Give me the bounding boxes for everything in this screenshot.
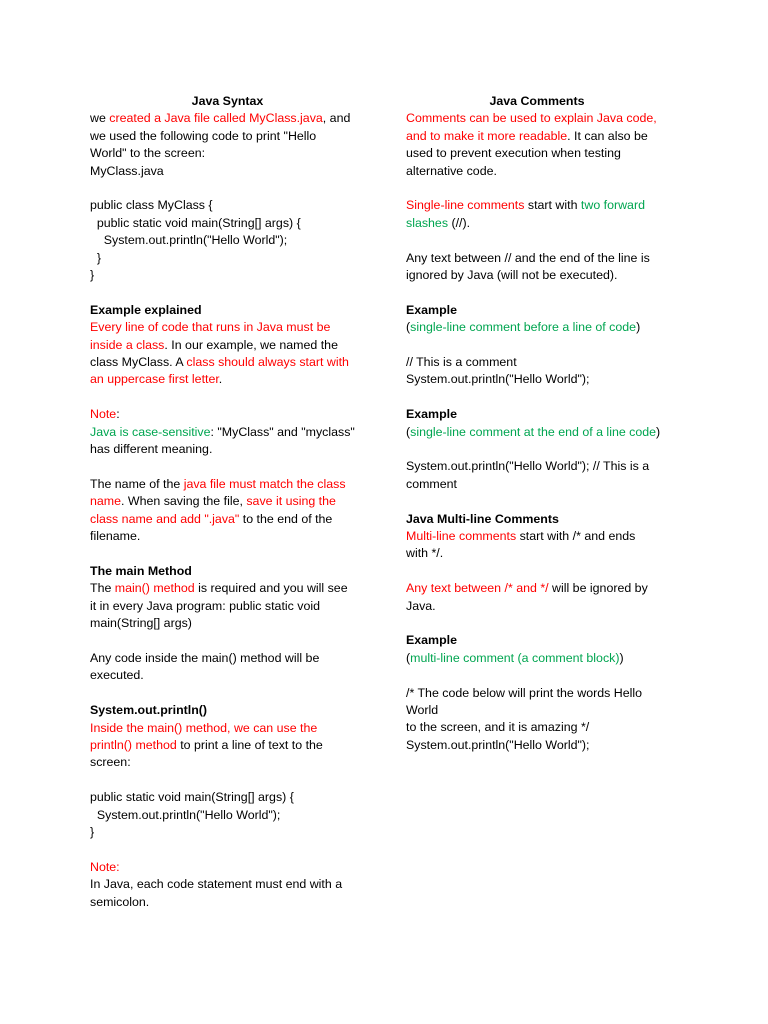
text-line xyxy=(90,406,365,423)
text-line xyxy=(406,650,668,667)
text-segment: System.out.println("Hello World"); xyxy=(90,233,288,248)
text-line xyxy=(406,458,668,475)
text-line xyxy=(406,737,668,754)
text-line xyxy=(90,615,365,632)
highlighted-text: single-line comment before a line of code xyxy=(410,320,637,335)
blank-line xyxy=(90,841,365,858)
text-segment: ( xyxy=(406,650,411,665)
text-segment: Any code inside the main() method will be xyxy=(90,650,320,665)
text-line xyxy=(90,145,365,162)
text-segment: ) xyxy=(636,320,641,335)
text-segment: public static void main(String[] args) { xyxy=(90,215,301,230)
text-segment: main(String[] args) xyxy=(90,616,192,631)
text-line xyxy=(90,267,365,284)
blank-line xyxy=(406,284,668,301)
text-segment: Any text between // and the end of the line is xyxy=(406,250,650,265)
text-segment: Example explained xyxy=(90,302,202,317)
text-segment: System.out.println("Hello World"); xyxy=(406,737,590,752)
text-line xyxy=(90,667,365,684)
text-line xyxy=(406,197,668,214)
text-segment: . In our example, we named the xyxy=(164,337,338,352)
blank-line xyxy=(406,441,668,458)
highlighted-text: Any text between /* and */ xyxy=(406,581,549,596)
text-segment: Java. xyxy=(406,598,436,613)
text-segment: it in every Java program: public static void xyxy=(90,598,321,613)
text-line xyxy=(90,319,365,336)
text-segment: is required and you will see xyxy=(194,581,348,596)
text-segment: ( xyxy=(406,424,411,439)
blank-line xyxy=(90,180,365,197)
section-heading xyxy=(406,632,668,649)
column-title xyxy=(90,93,365,110)
blank-line xyxy=(406,493,668,510)
highlighted-text: an uppercase first letter xyxy=(90,372,219,387)
highlighted-text: Multi-line comments xyxy=(406,529,517,544)
text-segment: (//). xyxy=(448,215,471,230)
text-segment: Java Comments xyxy=(489,94,585,108)
text-line xyxy=(90,493,365,510)
text-segment: ) xyxy=(619,650,624,665)
text-segment: screen: xyxy=(90,755,131,770)
blank-line xyxy=(406,389,668,406)
text-line xyxy=(90,754,365,771)
section-heading xyxy=(406,406,668,423)
text-segment: Java Syntax xyxy=(191,94,264,108)
text-line xyxy=(406,528,668,545)
left-column xyxy=(90,93,365,911)
text-line xyxy=(406,145,668,162)
highlighted-text: name xyxy=(90,494,121,509)
text-line xyxy=(90,110,365,127)
text-line xyxy=(90,789,365,806)
blank-line xyxy=(90,389,365,406)
text-segment: used to prevent execution when testing xyxy=(406,146,621,161)
text-line xyxy=(406,545,668,562)
text-segment: we xyxy=(90,111,110,126)
blank-line xyxy=(90,458,365,475)
text-line xyxy=(90,250,365,267)
text-segment: Example xyxy=(406,633,457,648)
text-segment: ( xyxy=(406,320,411,335)
text-segment: : "MyClass" and "myclass" xyxy=(210,424,355,439)
text-line xyxy=(90,337,365,354)
text-segment: Example xyxy=(406,407,457,422)
text-line xyxy=(90,720,365,737)
highlighted-text: Comments can be used to explain Java code, xyxy=(406,111,657,126)
text-segment: // This is a comment xyxy=(406,355,517,370)
text-segment: System.out.println("Hello World"); xyxy=(406,372,590,387)
highlighted-text: Java is case-sensitive xyxy=(90,424,211,439)
text-segment: with */. xyxy=(406,546,444,561)
text-segment: World" to the screen: xyxy=(90,146,206,161)
text-segment: System.out.println() xyxy=(90,703,208,718)
text-line xyxy=(90,163,365,180)
text-line xyxy=(406,580,668,597)
blank-line xyxy=(90,772,365,789)
text-line xyxy=(90,650,365,667)
text-segment: to the end of the xyxy=(239,511,333,526)
text-segment: ) xyxy=(656,424,661,439)
highlighted-text: class name and add ".java" xyxy=(90,511,240,526)
text-segment: Java Multi-line Comments xyxy=(406,511,559,526)
text-segment: public class MyClass { xyxy=(90,198,213,213)
text-line xyxy=(406,598,668,615)
section-heading xyxy=(90,302,365,319)
text-line xyxy=(90,894,365,911)
text-segment: will be ignored by xyxy=(548,581,648,596)
text-segment: The xyxy=(90,581,115,596)
text-segment: The name of the xyxy=(90,476,184,491)
text-segment: start with /* and ends xyxy=(516,529,636,544)
text-line xyxy=(406,354,668,371)
text-segment: . When saving the file, xyxy=(121,494,247,509)
text-segment: System.out.println("Hello World"); xyxy=(90,807,281,822)
blank-line xyxy=(90,685,365,702)
text-line xyxy=(406,128,668,145)
text-segment: has different meaning. xyxy=(90,442,213,457)
highlighted-text: single-line comment at the end of a line code xyxy=(410,424,657,439)
text-segment: semicolon. xyxy=(90,894,150,909)
highlighted-text: java file must match the class xyxy=(183,476,346,491)
text-line xyxy=(90,215,365,232)
text-segment: Example xyxy=(406,302,457,317)
text-segment: to the screen, and it is amazing */ xyxy=(406,720,590,735)
highlighted-text: main() method xyxy=(114,581,195,596)
text-segment: } xyxy=(90,824,95,839)
blank-line xyxy=(90,633,365,650)
text-segment: comment xyxy=(406,476,457,491)
text-line xyxy=(406,424,668,441)
blank-line xyxy=(90,284,365,301)
blank-line xyxy=(406,667,668,684)
text-line xyxy=(90,737,365,754)
text-line xyxy=(90,441,365,458)
text-line xyxy=(90,354,365,371)
text-line xyxy=(90,424,365,441)
section-heading xyxy=(406,302,668,319)
highlighted-text: Every line of code that runs in Java must be xyxy=(90,320,331,335)
blank-line xyxy=(406,615,668,632)
text-segment: MyClass.java xyxy=(90,163,164,178)
text-segment: . xyxy=(218,372,223,387)
text-segment: /* The code below will print the words Hello xyxy=(406,685,642,700)
text-segment: public static void main(String[] args) { xyxy=(90,790,294,805)
text-segment: class MyClass. A xyxy=(90,355,187,370)
text-line xyxy=(406,476,668,493)
text-segment: } xyxy=(90,268,95,283)
text-line xyxy=(406,685,668,702)
text-line xyxy=(406,215,668,232)
blank-line xyxy=(406,232,668,249)
text-line xyxy=(90,476,365,493)
text-segment: , and xyxy=(322,111,351,126)
highlighted-text: slashes xyxy=(406,215,449,230)
text-line xyxy=(406,371,668,388)
text-line xyxy=(90,876,365,893)
text-line xyxy=(90,232,365,249)
blank-line xyxy=(406,180,668,197)
text-segment: The main Method xyxy=(90,563,192,578)
text-segment: World xyxy=(406,703,439,718)
text-segment: executed. xyxy=(90,668,144,683)
section-heading xyxy=(90,563,365,580)
highlighted-text: Note: xyxy=(90,859,120,874)
blank-line xyxy=(90,546,365,563)
text-line xyxy=(90,580,365,597)
text-line xyxy=(406,110,668,127)
blank-line xyxy=(406,337,668,354)
text-line xyxy=(90,128,365,145)
text-line xyxy=(406,250,668,267)
text-line xyxy=(90,511,365,528)
text-line xyxy=(406,267,668,284)
text-line xyxy=(406,702,668,719)
text-segment: ignored by Java (will not be executed). xyxy=(406,268,618,283)
highlighted-text: Single-line comments xyxy=(406,198,525,213)
text-line xyxy=(90,824,365,841)
text-segment: start with xyxy=(524,198,581,213)
highlighted-text: Note xyxy=(90,407,117,422)
text-segment: filename. xyxy=(90,529,141,544)
text-line xyxy=(90,598,365,615)
blank-line xyxy=(406,563,668,580)
text-line xyxy=(90,859,365,876)
text-segment: System.out.println("Hello World"); // This is a xyxy=(406,459,650,474)
text-segment: . It can also be xyxy=(567,128,648,143)
text-segment: to print a line of text to the xyxy=(176,737,323,752)
highlighted-text: println() method xyxy=(90,737,177,752)
text-line xyxy=(406,319,668,336)
highlighted-text: save it using the xyxy=(246,494,336,509)
highlighted-text: multi-line comment (a comment block) xyxy=(410,650,620,665)
section-heading xyxy=(90,702,365,719)
text-segment: alternative code. xyxy=(406,163,497,178)
highlighted-text: and to make it more readable xyxy=(406,128,568,143)
text-line xyxy=(90,807,365,824)
text-segment: we used the following code to print "Hello xyxy=(90,128,317,143)
highlighted-text: created a Java file called MyClass.java xyxy=(109,111,323,126)
column-title xyxy=(406,93,668,110)
text-line xyxy=(406,163,668,180)
text-line xyxy=(406,719,668,736)
text-segment: In Java, each code statement must end with a xyxy=(90,877,343,892)
highlighted-text: class should always start with xyxy=(186,355,349,370)
text-segment: } xyxy=(90,250,102,265)
text-line xyxy=(90,371,365,388)
highlighted-text: inside a class xyxy=(90,337,165,352)
text-line xyxy=(90,528,365,545)
text-segment: : xyxy=(116,407,120,422)
right-column xyxy=(406,93,668,754)
highlighted-text: two forward xyxy=(580,198,645,213)
section-heading xyxy=(406,511,668,528)
highlighted-text: Inside the main() method, we can use the xyxy=(90,720,318,735)
text-line xyxy=(90,197,365,214)
